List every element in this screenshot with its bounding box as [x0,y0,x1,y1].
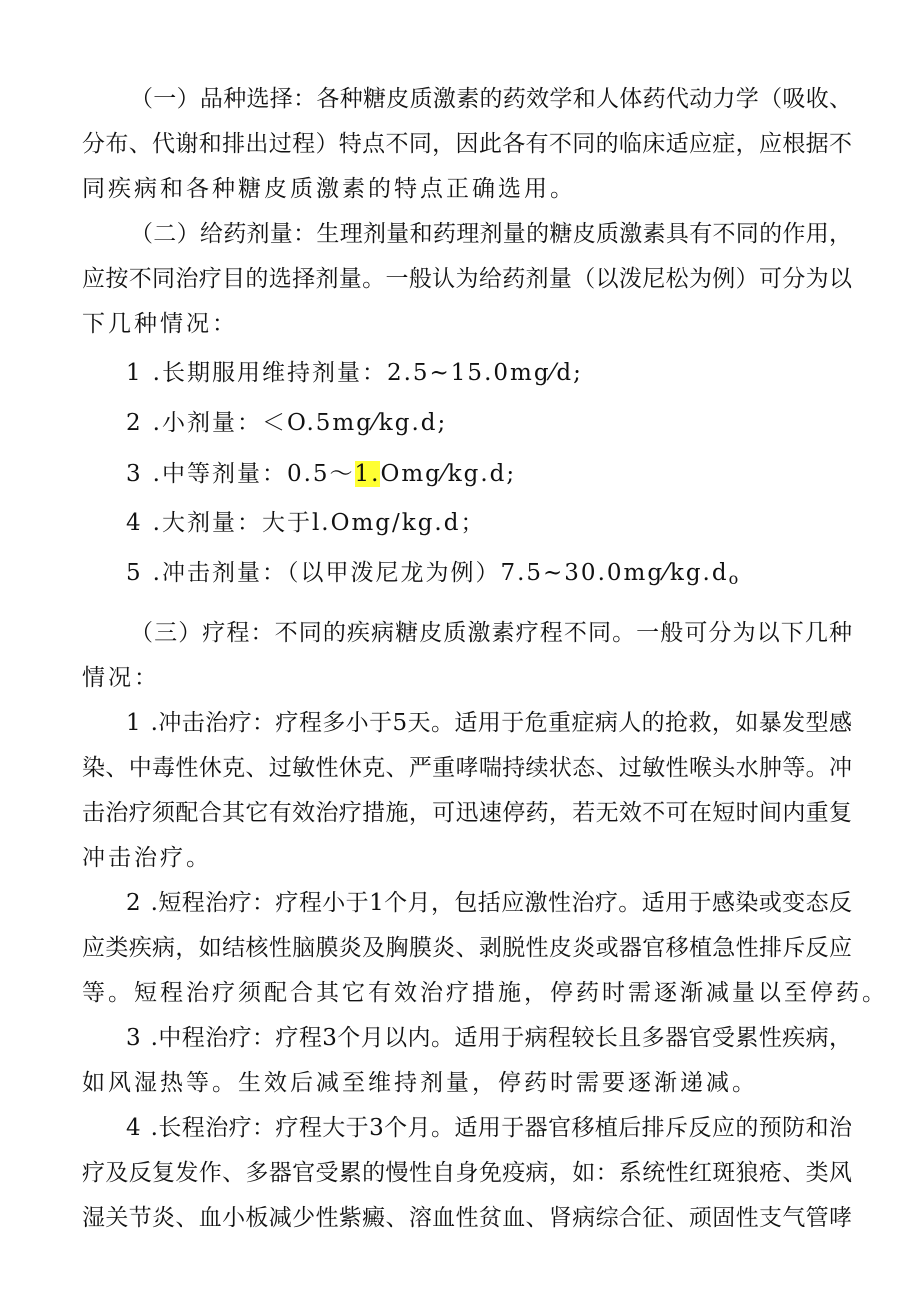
dose-item-number: 4 [126,510,143,536]
course-item-text: .中程治疗：疗程3个月以内。适用于病程较长且多器官受累性疾病， [150,1025,852,1051]
course-item-1-line-2: 染、中毒性休克、过敏性休克、严重哮喘持续状态、过敏性喉头水肿等。冲 [82,755,852,781]
dose-item-text: .大剂量：大于l.Omg/kg.d； [152,510,486,536]
dose-item-text: .小剂量：＜O.5mg⁄kg.d; [152,410,448,436]
course-item-3-line-1 [126,1023,852,1053]
dose-item-number: 2 [126,410,143,436]
course-item-4-line-2: 疗及反复发作、多器官受累的慢性自身免疫病，如：系统性红斑狼疮、类风 [82,1160,852,1186]
course-item-number: 2 [126,890,141,916]
section2-line-2: 应按不同治疗目的选择剂量。一般认为给药剂量（以泼尼松为例）可分为以 [82,266,852,292]
dose-item-text: .长期服用维持剂量：2.5~15.0mg⁄d; [152,360,583,386]
section2-line-3: 下几种情况： [82,311,238,337]
course-item-1-line-4: 冲击治疗。 [82,845,212,871]
course-item-text: .长程治疗：疗程大于3个月。适用于器官移植后排斥反应的预防和治 [150,1115,852,1141]
course-item-4-line-1 [126,1113,852,1143]
section3-intro-line-2: 情况： [82,665,160,691]
section1-line-1: （一）品种选择：各种糖皮质激素的药效学和人体药代动力学（吸收、 [130,86,852,112]
course-item-1-line-1 [126,708,852,738]
course-item-number: 4 [126,1115,141,1141]
course-item-2-line-2: 应类疾病，如结核性脑膜炎及胸膜炎、剥脱性皮炎或器官移植急性排斥反应 [82,935,852,961]
dose-item-number: 5 [126,560,143,586]
course-item-4-line-3: 湿关节炎、血小板减少性紫癜、溶血性贫血、肾病综合征、顽固性支气管哮 [82,1205,852,1231]
highlighted-text: 1. [354,461,381,487]
course-item-number: 3 [126,1025,141,1051]
course-item-number: 1 [126,710,141,736]
course-item-text: .短程治疗：疗程小于1个月，包括应激性治疗。适用于感染或变态反 [150,890,852,916]
dose-item-4 [126,508,485,538]
course-item-2-line-3: 等。短程治疗须配合其它有效治疗措施，停药时需逐渐减量以至停药。 [82,980,888,1006]
dose-item-1 [126,358,583,388]
dose-item-text-tail: Omg⁄kg.d; [380,461,517,487]
dose-item-number: 3 [126,461,143,487]
section1-line-2: 分布、代谢和排出过程）特点不同，因此各有不同的临床适应症，应根据不 [82,131,852,157]
dose-item-2 [126,408,447,438]
section1-line-3: 同疾病和各种糖皮质激素的特点正确选用。 [82,176,576,202]
section3-intro-line-1: （三）疗程：不同的疾病糖皮质激素疗程不同。一般可分为以下几种 [130,620,852,646]
dose-item-text: .中等剂量：0.5～ [152,461,355,487]
dose-item-3 [126,459,516,489]
dose-item-number: 1 [126,360,143,386]
course-item-2-line-1 [126,888,852,918]
course-item-3-line-2: 如风湿热等。生效后减至维持剂量，停药时需要逐渐递减。 [82,1070,758,1096]
course-item-1-line-3: 击治疗须配合其它有效治疗措施，可迅速停药，若无效不可在短时间内重复 [82,800,852,826]
dose-item-5 [126,558,740,594]
dose-item-subscript: o [728,569,741,588]
course-item-text: .冲击治疗：疗程多小于5天。适用于危重症病人的抢救，如暴发型感 [150,710,852,736]
section2-line-1: （二）给药剂量：生理剂量和药理剂量的糖皮质激素具有不同的作用， [130,221,852,247]
dose-item-text: .冲击剂量：（以甲泼尼龙为例）7.5~30.0mg⁄kg.d [152,560,729,586]
